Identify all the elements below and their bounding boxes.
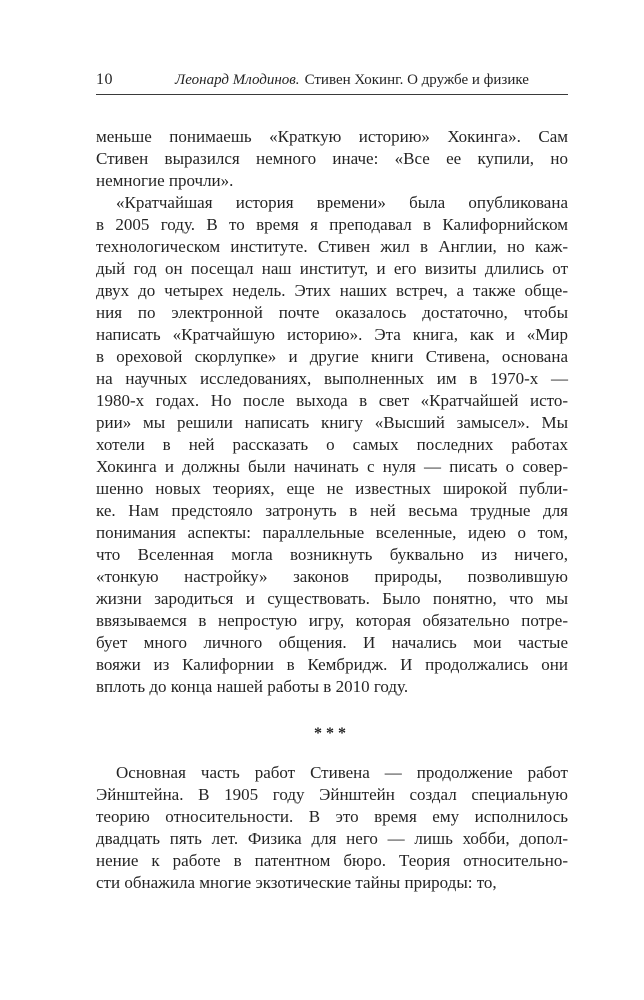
text-line: бует много личного общения. И начались мои частые xyxy=(96,633,568,652)
text-line: написать «Кратчайшую историю». Эта книга, как и «Мир xyxy=(96,325,568,344)
page-body xyxy=(96,126,568,894)
text-line: ке. Нам предстояло затронуть в ней весьма трудные для xyxy=(96,501,568,520)
text-line: шенно новых теориях, еще не известных широкой публи- xyxy=(96,479,568,498)
text-line: Хокинга и должны были начинать с нуля — писать о совер- xyxy=(96,457,568,476)
text-line: ввязываемся в непростую игру, которая обязательно потре- xyxy=(96,611,568,630)
page-number: 10 xyxy=(96,71,113,88)
text-line: Основная часть работ Стивена — продолжение работ xyxy=(116,763,568,782)
text-line: на научных исследованиях, выполненных им в 1970-х — xyxy=(96,369,568,388)
text-line: дый год он посещал наш институт, и его визиты длились от xyxy=(96,259,568,278)
text-line: хотели в ней рассказать о самых последних работах xyxy=(96,435,568,454)
running-title-author: Леонард Млодинов. xyxy=(175,72,300,88)
text-line: что Вселенная могла возникнуть буквально из ничего, xyxy=(96,545,568,564)
running-head xyxy=(96,71,568,89)
text-line: теорию относительности. В это время ему исполнилось xyxy=(96,807,568,826)
text-line: в 2005 году. В то время я преподавал в Калифорнийском xyxy=(96,215,568,234)
text-line: жизни зародиться и существовать. Было понятно, что мы xyxy=(96,589,568,608)
running-title-book: Стивен Хокинг. О дружбе и физике xyxy=(304,72,529,88)
page-header xyxy=(96,71,568,95)
text-line: вояжи из Калифорнии в Кембридж. И продолжались они xyxy=(96,655,568,674)
paragraph xyxy=(96,126,568,192)
text-line: 1980-х годах. Но после выхода в свет «Кратчайшей исто- xyxy=(96,391,568,410)
text-line: двух до четырех недель. Этих наших встреч, а также обще- xyxy=(96,281,568,300)
text-line: понимания аспекты: параллельные вселенные, идею о том, xyxy=(96,523,568,542)
text-line: «тонкую настройку» законов природы, позволившую xyxy=(96,567,568,586)
text-line: двадцать пять лет. Физика для него — лишь хобби, допол- xyxy=(96,829,568,848)
text-line: рии» мы решили написать книгу «Высший замысел». Мы xyxy=(96,413,568,432)
text-line: технологическом институте. Стивен жил в Англии, но каж- xyxy=(96,237,568,256)
paragraph xyxy=(96,762,568,894)
text-line: Эйнштейна. В 1905 году Эйнштейн создал специальную xyxy=(96,785,568,804)
text-line: вплоть до конца нашей работы в 2010 году. xyxy=(96,677,409,696)
paragraph xyxy=(96,192,568,698)
text-line: немногие прочли». xyxy=(96,171,234,190)
text-line: Стивен выразился немного иначе: «Все ее купили, но xyxy=(96,149,568,168)
text-line: меньше понимаешь «Краткую историю» Хокинга». Сам xyxy=(96,127,568,146)
section-separator: *** xyxy=(314,725,350,742)
text-line: сти обнажила многие экзотические тайны природы: то, xyxy=(96,873,497,892)
text-line: ния по электронной почте оказалось достаточно, чтобы xyxy=(96,303,568,322)
running-title xyxy=(136,72,568,89)
text-line: в ореховой скорлупке» и другие книги Стивена, основана xyxy=(96,347,568,366)
text-line: «Кратчайшая история времени» была опубликована xyxy=(116,193,568,212)
text-line: нение к работе в патентном бюро. Теория относительно- xyxy=(96,851,568,870)
